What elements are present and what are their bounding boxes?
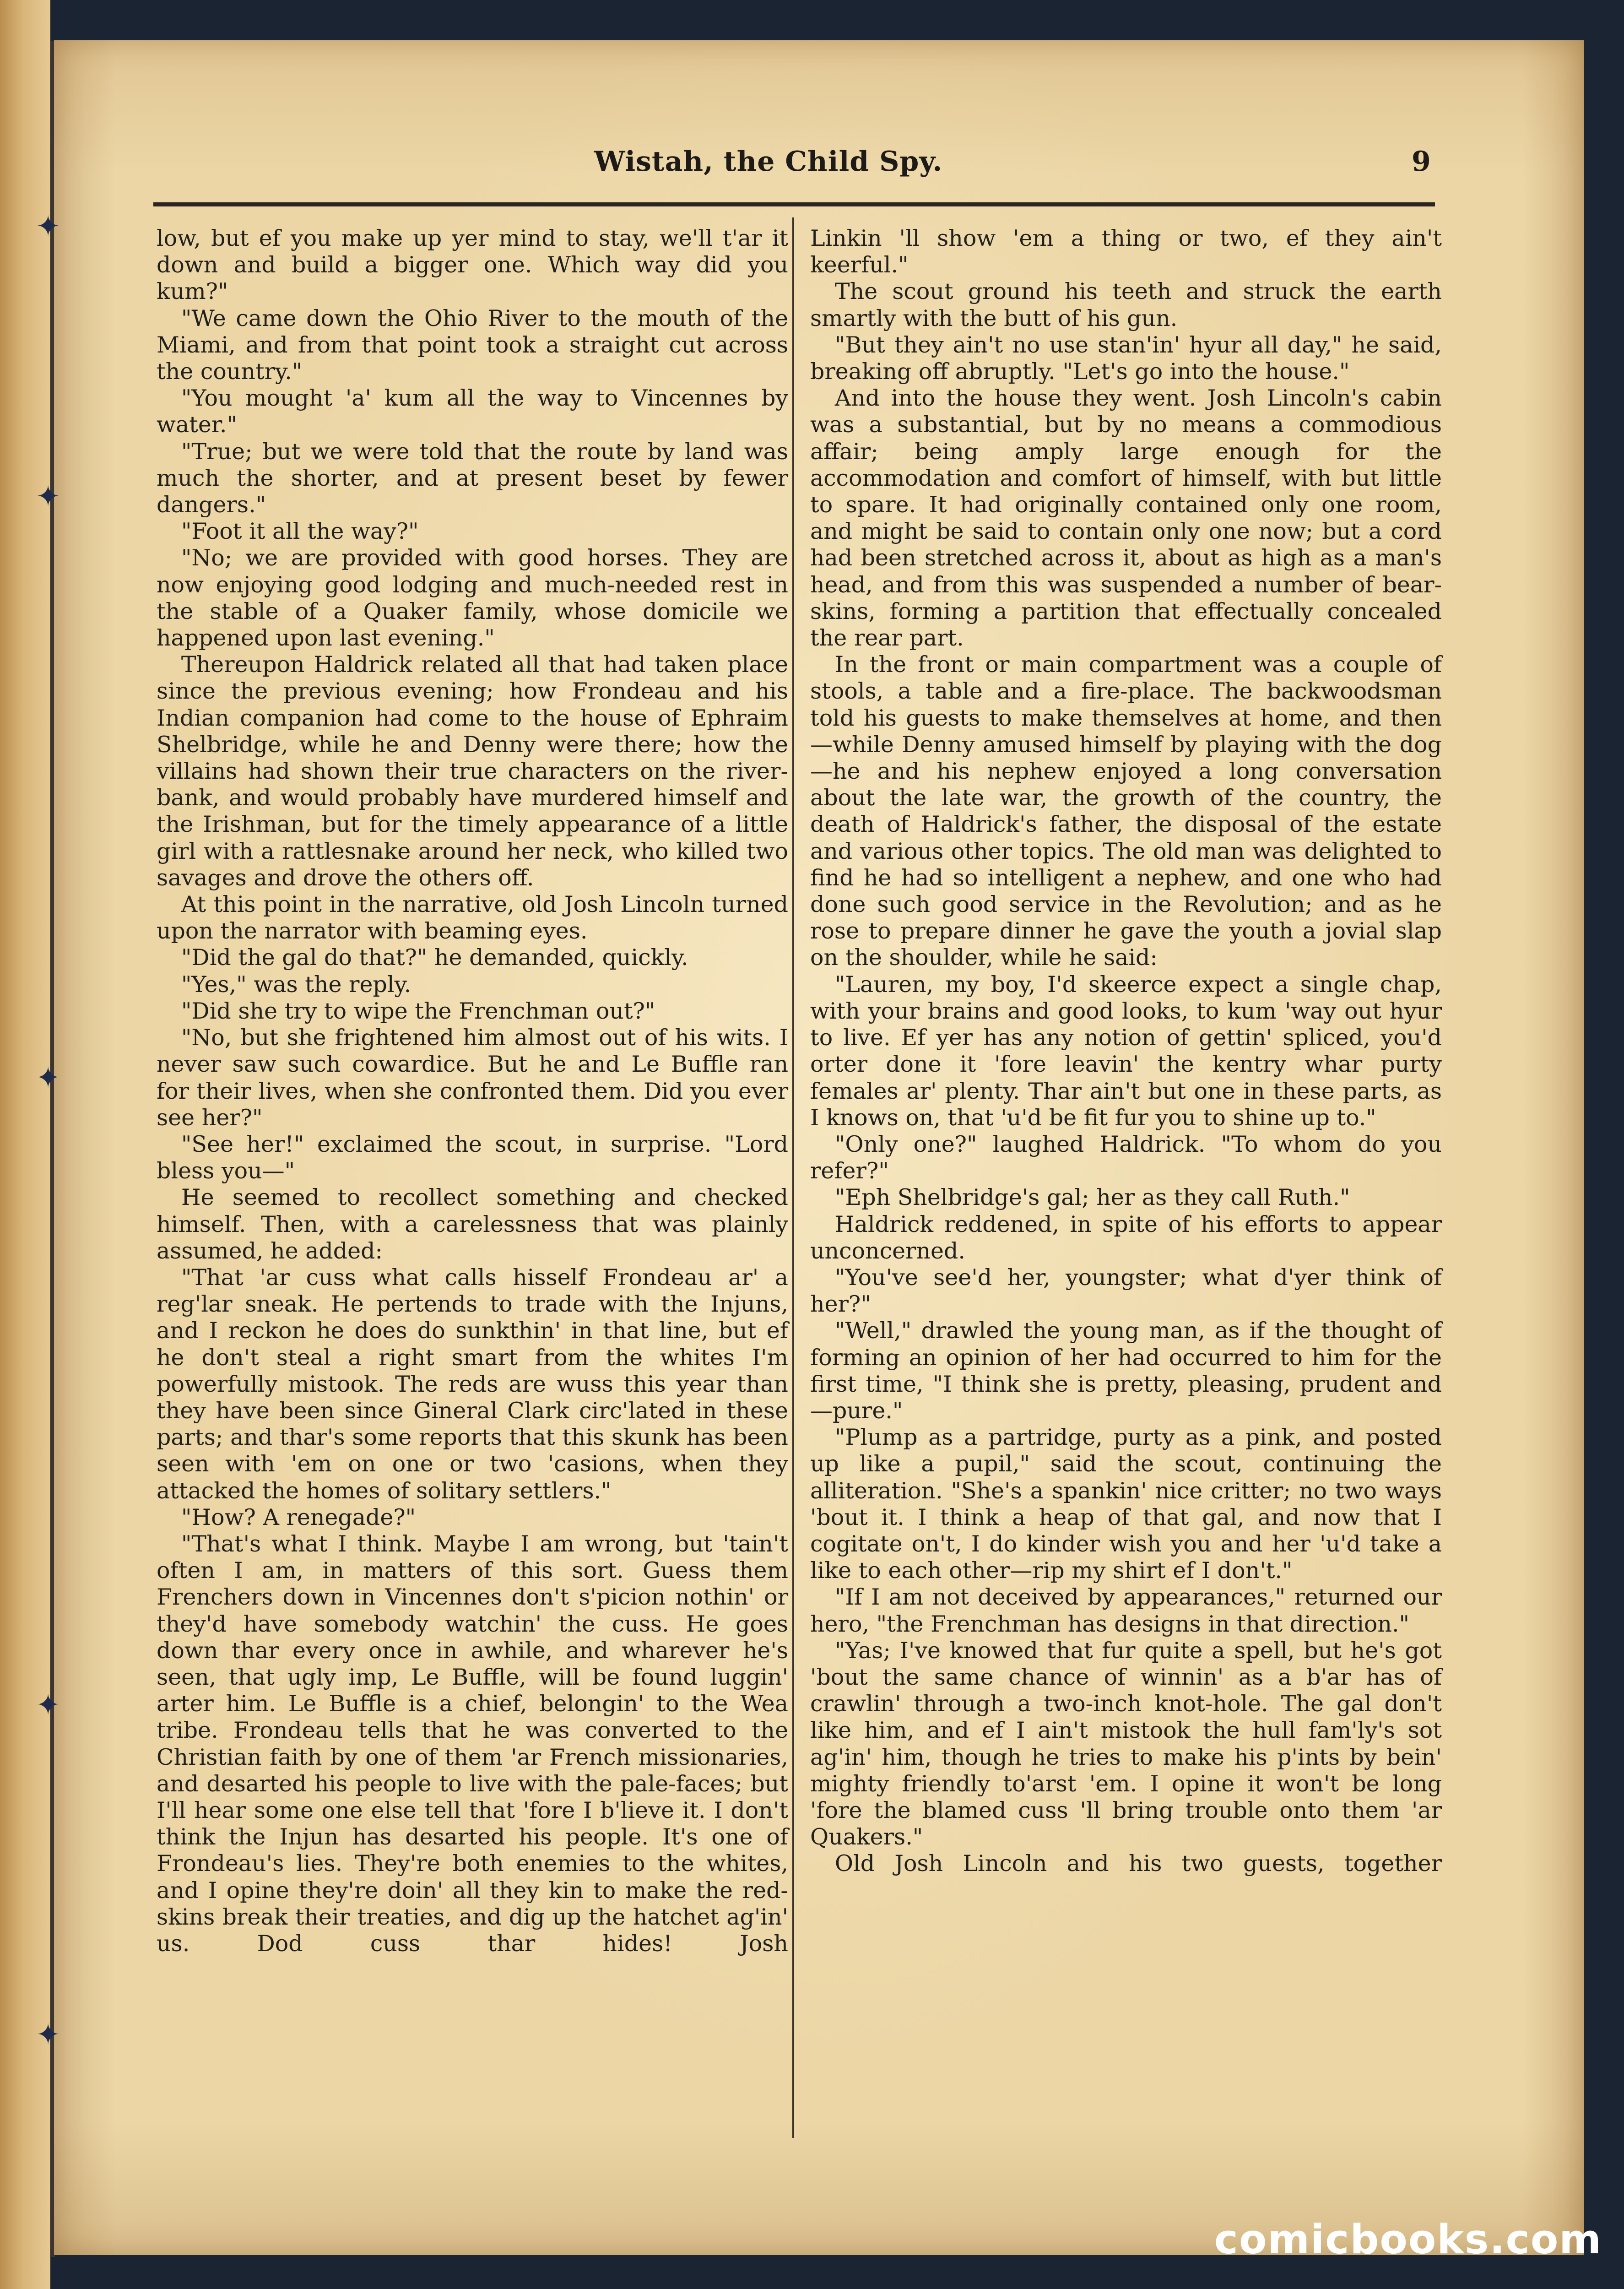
paragraph: "No; we are provided with good horses. They are now enjoying good lodging and much-needed rest in the stable of a Quaker family, whose domicile we happened upon last evening."	[157, 545, 788, 651]
paragraph: He seemed to recollect something and checked himself. Then, with a carelessness that was plainly assumed, he added:	[157, 1184, 788, 1264]
paragraph: "Eph Shelbridge's gal; her as they call Ruth."	[834, 1184, 1350, 1211]
paragraph: "That 'ar cuss what calls hisself Frondeau ar' a reg'lar sneak. He pertends to trade with the Injuns, and I reckon he does do sunkthin' in that line, but ef he don't steal a right smart from the whites I'm powerfully mistook. The reds are wuss this year than they have been since Gineral Clark circ'lated in these parts; and thar's some reports that this skunk has been seen with 'em on one or two 'casions, when they attacked the homes of solitary settlers."	[157, 1264, 788, 1504]
paragraph: "See her!" exclaimed the scout, in surprise. "Lord bless you—"	[157, 1131, 788, 1184]
binding-stitch-icon: ✦	[36, 2018, 60, 2052]
watermark: comicbooks.com	[1214, 2216, 1602, 2263]
paragraph: Haldrick reddened, in spite of his efforts to appear unconcerned.	[810, 1211, 1442, 1264]
binding-stitch-icon: ✦	[36, 1061, 60, 1095]
paragraph: low, but ef you make up yer mind to stay, we'll t'ar it down and build a bigger one. Which way did you kum?"	[157, 225, 788, 305]
binding-stitch-icon: ✦	[36, 480, 60, 514]
paragraph: And into the house they went. Josh Lincoln's cabin was a substantial, but by no means a commodious affair; being amply large enough for the accommodation and comfort of himself, with but little to spare. It had originally contained only one room, and might be said to contain only one now; but a cord had been stretched across it, about as high as a man's head, and from this was suspended a number of bear-skins, forming a partition that effectually concealed the rear part.	[810, 385, 1442, 651]
paragraph: "Did she try to wipe the Frenchman out?"	[181, 998, 655, 1024]
paragraph: "How? A renegade?"	[181, 1504, 416, 1530]
column-divider	[792, 217, 794, 2138]
paragraph: "True; but we were told that the route by land was much the shorter, and at present beset by fewer dangers."	[157, 438, 788, 518]
paragraph: In the front or main compartment was a couple of stools, a table and a fire-place. The backwoodsman told his guests to make themselves at home, and then—while Denny amused himself by playing with the dog—he and his nephew enjoyed a long conversation about the late war, the growth of the country, the death of Haldrick's father, the disposal of the estate and various other topics. The old man was delighted to find he had so intelligent a nephew, and one who had done such good service in the Revolution; and as he rose to prepare dinner he gave the youth a jovial slap on the shoulder, while he said:	[810, 651, 1442, 971]
binding-stitch-icon: ✦	[36, 210, 60, 244]
paragraph: The scout ground his teeth and struck the earth smartly with the butt of his gun.	[810, 278, 1442, 331]
paragraph: "Well," drawled the young man, as if the thought of forming an opinion of her had occurred to him for the first time, "I think she is pretty, pleasing, prudent and—pure."	[810, 1318, 1442, 1424]
paragraph: "But they ain't no use stan'in' hyur all day," he said, breaking off abruptly. "Let's go into the house."	[810, 331, 1442, 385]
paragraph: "No, but she frightened him almost out of his wits. I never saw such cowardice. But he and Le Buffle ran for their lives, when she confronted them. Did you ever see her?"	[157, 1025, 788, 1131]
paragraph: "That's what I think. Maybe I am wrong, but 'tain't often I am, in matters of this sort. Guess them Frenchers down in Vincennes don't s'picion nothin' or they'd have somebody watchin' the cuss. He goes down thar every once in awhile, and wharever he's seen, that ugly imp, Le Buffle, will be found luggin' arter him. Le Buffle is a chief, belongin' to the Wea tribe. Frondeau tells that he was converted to the Christian faith by one of them 'ar French missionaries, and desarted his people to live with the pale-faces; but I'll hear some one else tell that 'fore I b'lieve it. I don't think the Injun has desarted his people. It's one of Frondeau's lies. They're both enemies to the whites, and I opine they're doin' all they kin to make the red-skins break their treaties, and dig up the hatchet ag'in' us. Dod cuss thar hides! Josh	[157, 1530, 788, 1957]
paragraph: "Did the gal do that?" he demanded, quickly.	[181, 944, 688, 971]
paragraph: At this point in the narrative, old Josh Lincoln turned upon the narrator with beaming eyes.	[157, 891, 788, 944]
right-column	[810, 225, 1442, 1877]
paragraph: Linkin 'll show 'em a thing or two, ef they ain't keerful."	[810, 225, 1442, 278]
left-column	[157, 225, 788, 1957]
paragraph: "If I am not deceived by appearances," returned our hero, "the Frenchman has designs in that direction."	[810, 1584, 1442, 1637]
running-title: Wistah, the Child Spy.	[594, 146, 943, 178]
paragraph: "Yas; I've knowed that fur quite a spell, but he's got 'bout the same chance of winnin' as a b'ar has of crawlin' through a two-inch knot-hole. The gal don't like him, and ef I ain't mistook the hull fam'ly's sot ag'in' him, though he tries to make his p'ints by bein' mighty friendly to'arst 'em. I opine it won't be long 'fore the blamed cuss 'll bring trouble onto them 'ar Quakers."	[810, 1637, 1442, 1850]
header-rule	[153, 202, 1435, 206]
paragraph: "We came down the Ohio River to the mouth of the Miami, and from that point took a straight cut across the country."	[157, 305, 788, 385]
paragraph: Thereupon Haldrick related all that had taken place since the previous evening; how Frondeau and his Indian companion had come to the house of Ephraim Shelbridge, while he and Denny were there; how the villains had shown their true characters on the river-bank, and would probably have murdered himself and the Irishman, but for the timely appearance of a little girl with a rattlesnake around her neck, who killed two savages and drove the others off.	[157, 651, 788, 891]
paragraph: "Plump as a partridge, purty as a pink, and posted up like a pupil," said the scout, continuing the alliteration. "She's a spankin' nice critter; no two ways 'bout it. I think a heap of that gal, and now that I cogitate on't, I do kinder wish you and her 'u'd take a like to each other—rip my shirt ef I don't."	[810, 1424, 1442, 1584]
paragraph: "Foot it all the way?"	[181, 518, 419, 545]
paragraph: "You've see'd her, youngster; what d'yer think of her?"	[810, 1264, 1442, 1318]
facing-page-edge	[0, 0, 50, 2289]
paragraph: "Yes," was the reply.	[181, 971, 411, 998]
paragraph: Old Josh Lincoln and his two guests, together	[834, 1850, 1442, 1877]
paragraph: "Lauren, my boy, I'd skeerce expect a single chap, with your brains and good looks, to kum 'way out hyur to live. Ef yer has any notion of gettin' spliced, you'd orter done it 'fore leavin' the kentry whar purty females ar' plenty. Thar ain't but one in these parts, as I knows on, that 'u'd be fit fur you to shine up to."	[810, 971, 1442, 1131]
paragraph: "You mought 'a' kum all the way to Vincennes by water."	[157, 385, 788, 438]
paragraph: "Only one?" laughed Haldrick. "To whom do you refer?"	[810, 1131, 1442, 1184]
page-number: 9	[1412, 146, 1431, 178]
binding-stitch-icon: ✦	[36, 1688, 60, 1722]
